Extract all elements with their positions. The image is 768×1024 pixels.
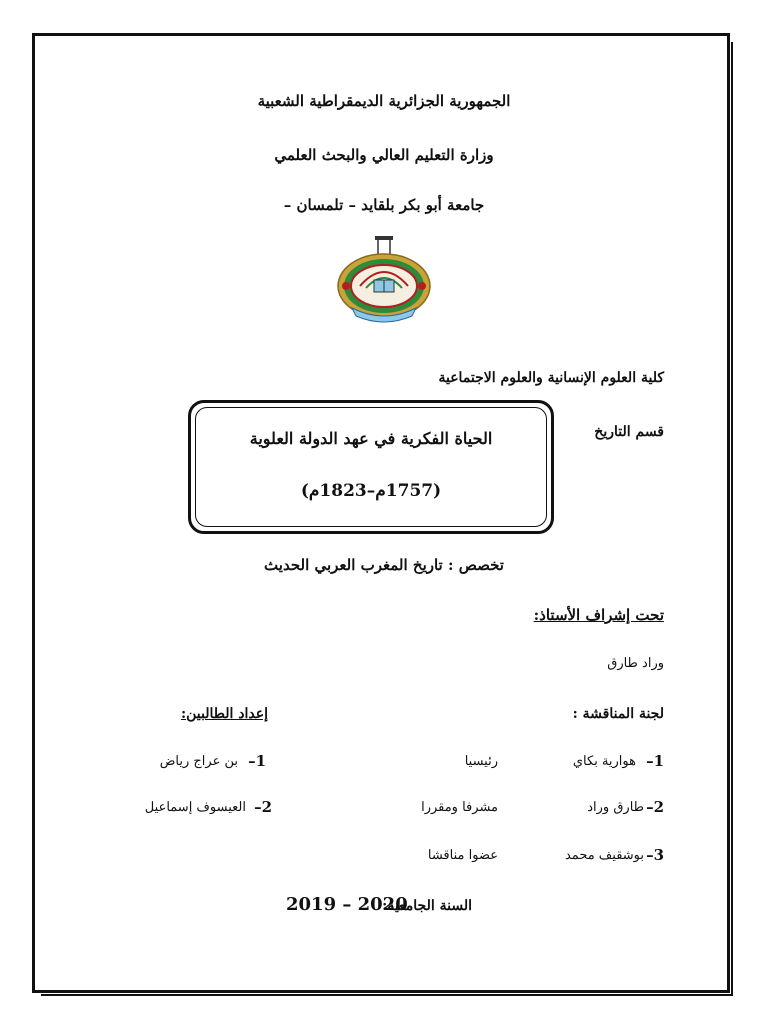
committee-member-number: 2– [646, 798, 664, 816]
students-label: إعداد الطالبين: [180, 706, 268, 722]
committee-member-role: رئيسيا [464, 754, 498, 769]
committee-label: لجنة المناقشة : [572, 706, 664, 722]
student-name: العيسوف إسماعيل [144, 800, 246, 815]
committee-member-role: عضوا مناقشا [427, 848, 498, 863]
faculty-name: كلية العلوم الإنسانية والعلوم الاجتماعية [438, 370, 664, 386]
university-seal-icon [330, 236, 438, 328]
thesis-period: (1757م–1823م) [300, 481, 442, 501]
committee-member-role: مشرفا ومقررا [421, 800, 498, 815]
committee-member-number: 1– [646, 752, 664, 770]
thesis-title: الحياة الفكرية في عهد الدولة العلوية [249, 429, 493, 448]
academic-year-label: السنة الجامعية: [382, 898, 472, 914]
republic-heading: الجمهورية الجزائرية الديمقراطية الشعبية [257, 92, 511, 110]
thesis-title-box [188, 400, 554, 534]
supervisor-label: تحت إشراف الأستاذ: [533, 606, 664, 624]
supervisor-name: وراد طارق [607, 656, 664, 671]
committee-member-name: بوشقيف محمد [564, 848, 644, 863]
university-heading: جامعة أبو بكر بلقايد – تلمسان – [283, 196, 485, 214]
ministry-heading: وزارة التعليم العالي والبحث العلمي [274, 146, 494, 164]
committee-member-name: طارق وراد [587, 800, 644, 815]
department-name: قسم التاريخ [594, 424, 664, 440]
committee-member-name: هوارية بكاي [572, 754, 636, 769]
student-number: 2– [254, 798, 272, 816]
student-name: بن عراج رياض [159, 754, 238, 769]
committee-member-number: 3– [646, 846, 664, 864]
academic-year-value: 2019 – 2020 [286, 894, 408, 915]
student-number: 1– [248, 752, 266, 770]
specialty: تخصص : تاريخ المغرب العربي الحديث [264, 556, 504, 574]
